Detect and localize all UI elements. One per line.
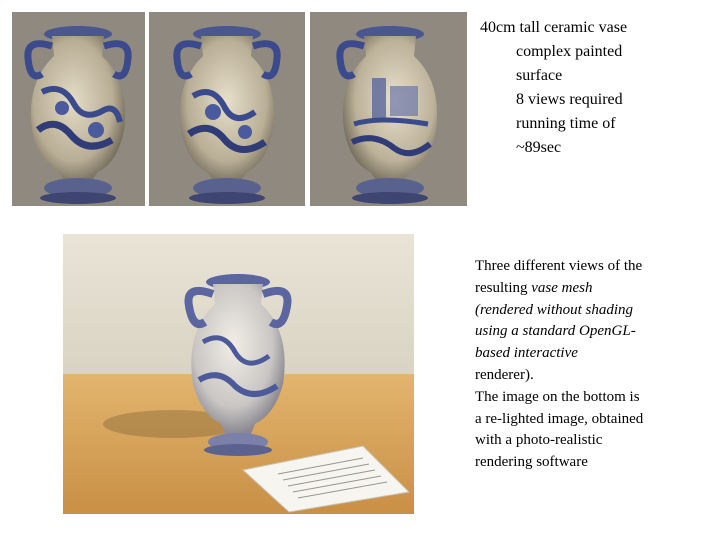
desc-line-7: The image on the bottom is (475, 388, 640, 405)
specs-line-5: running time of (516, 115, 616, 132)
description-text (475, 256, 685, 474)
desc-line-4: using a standard OpenGL- (475, 323, 636, 340)
vase-view-front-image (12, 12, 145, 206)
specs-line-3: surface (516, 67, 563, 84)
vase-view-back-image (310, 12, 467, 206)
specs-line-6: ~89sec (516, 139, 562, 156)
desc-line-9: with a photo-realistic (475, 432, 603, 449)
vase-relit-render-image (63, 234, 414, 514)
specs-line-4: 8 views required (516, 91, 623, 108)
desc-line-2 (475, 278, 685, 300)
desc-line-10: rendering software (475, 454, 588, 471)
specs-line-1: 40cm tall ceramic vase (480, 19, 628, 36)
desc-line-6: renderer). (475, 366, 534, 383)
desc-line-8: a re-lighted image, obtained (475, 410, 644, 427)
desc-line-2a: resulting (475, 279, 532, 296)
desc-line-1: Three different views of the (475, 258, 643, 274)
specs-line-2: complex painted (516, 43, 623, 60)
desc-line-3: (rendered without shading (475, 301, 634, 318)
desc-line-5: based interactive (475, 345, 578, 362)
vase-specs-text (480, 16, 710, 160)
desc-line-2b: vase mesh (531, 279, 593, 296)
vase-view-side-image (149, 12, 305, 206)
